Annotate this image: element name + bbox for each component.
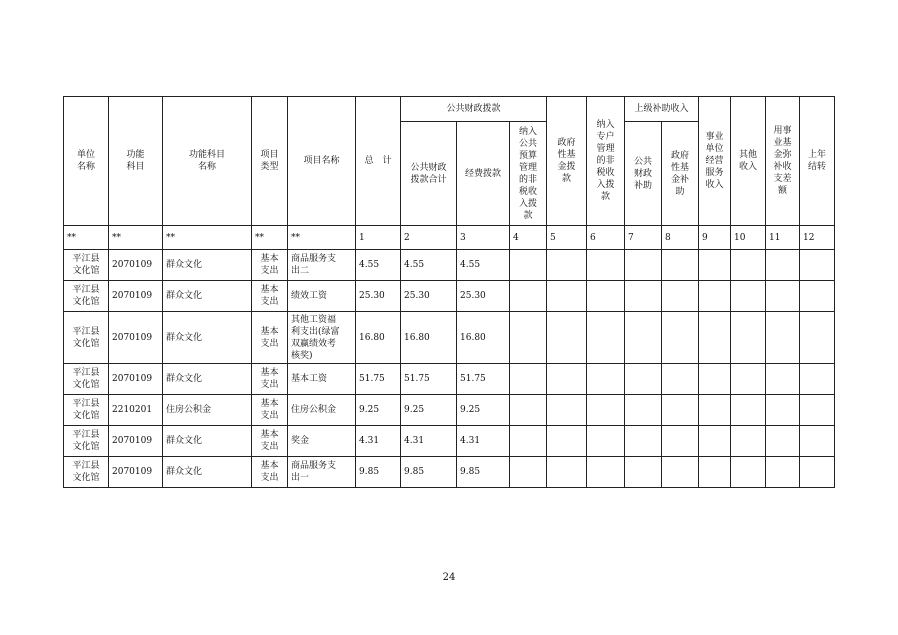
- index-cell: 10: [731, 226, 766, 250]
- cell-expense-appropriation: 25.30: [457, 281, 510, 312]
- cell-func-code: 2210201: [109, 395, 163, 426]
- empty-cell: [699, 250, 731, 281]
- header-func-code: 功能 科目: [109, 97, 163, 226]
- cell-expense-appropriation: 16.80: [457, 312, 510, 364]
- empty-cell: [510, 364, 547, 395]
- table-row: [64, 281, 835, 312]
- cell-project-type: 基本 支出: [252, 312, 288, 364]
- empty-cell: [699, 364, 731, 395]
- cell-total: 4.31: [356, 426, 401, 457]
- header-biz-income: 事业 单位 经营 服务 收入: [699, 97, 731, 226]
- empty-cell: [547, 250, 587, 281]
- header-project-type: 项目 类型: [252, 97, 288, 226]
- index-cell: **: [163, 226, 252, 250]
- header-public-fiscal-subsidy: 公共 财政 补助: [625, 122, 662, 226]
- header-other-income: 其他 收入: [731, 97, 766, 226]
- cell-total: 51.75: [356, 364, 401, 395]
- cell-project-type: 基本 支出: [252, 250, 288, 281]
- cell-project-name: 其他工资福 利支出(绿富 双赢绩效考 核奖): [288, 312, 356, 364]
- index-cell: **: [252, 226, 288, 250]
- empty-cell: [699, 395, 731, 426]
- empty-cell: [625, 395, 662, 426]
- cell-public-fiscal-total: 4.31: [401, 426, 457, 457]
- cell-func-name: 群众文化: [163, 364, 252, 395]
- cell-func-name: 群众文化: [163, 250, 252, 281]
- index-cell: 9: [699, 226, 731, 250]
- empty-cell: [510, 250, 547, 281]
- header-unit-name: 单位 名称: [64, 97, 109, 226]
- empty-cell: [510, 281, 547, 312]
- header-public-fiscal: 公共财政拨款: [401, 97, 547, 122]
- cell-project-name: 商品服务支 出一: [288, 457, 356, 488]
- empty-cell: [510, 395, 547, 426]
- cell-project-type: 基本 支出: [252, 364, 288, 395]
- cell-total: 4.55: [356, 250, 401, 281]
- empty-cell: [662, 395, 699, 426]
- empty-cell: [625, 312, 662, 364]
- empty-cell: [547, 457, 587, 488]
- empty-cell: [800, 312, 835, 364]
- empty-cell: [510, 457, 547, 488]
- page-number: 24: [442, 572, 456, 583]
- empty-cell: [731, 250, 766, 281]
- empty-cell: [587, 312, 625, 364]
- cell-func-code: 2070109: [109, 250, 163, 281]
- empty-cell: [731, 426, 766, 457]
- header-special-nontax: 纳入 专户 管理 的非 税收 入拨 款: [587, 97, 625, 226]
- index-cell: **: [288, 226, 356, 250]
- empty-cell: [731, 364, 766, 395]
- cell-total: 25.30: [356, 281, 401, 312]
- empty-cell: [662, 281, 699, 312]
- index-cell: **: [109, 226, 163, 250]
- cell-project-name: 住房公积金: [288, 395, 356, 426]
- empty-cell: [510, 312, 547, 364]
- empty-cell: [766, 395, 800, 426]
- empty-cell: [766, 364, 800, 395]
- index-cell: 8: [662, 226, 699, 250]
- header-project-name: 项目名称: [288, 97, 356, 226]
- index-cell: 2: [401, 226, 457, 250]
- table-row: [64, 457, 835, 488]
- cell-unit: 平江县 文化馆: [64, 395, 109, 426]
- header-func-name: 功能科目 名称: [163, 97, 252, 226]
- empty-cell: [800, 457, 835, 488]
- empty-cell: [662, 250, 699, 281]
- cell-func-name: 群众文化: [163, 457, 252, 488]
- index-cell: 6: [587, 226, 625, 250]
- empty-cell: [625, 281, 662, 312]
- cell-func-code: 2070109: [109, 364, 163, 395]
- empty-cell: [800, 281, 835, 312]
- cell-func-code: 2070109: [109, 457, 163, 488]
- header-public-fiscal-total: 公共财政 拨款合计: [401, 122, 457, 226]
- cell-unit: 平江县 文化馆: [64, 364, 109, 395]
- empty-cell: [587, 250, 625, 281]
- header-total: 总 计: [356, 97, 401, 226]
- cell-public-fiscal-total: 16.80: [401, 312, 457, 364]
- cell-total: 9.85: [356, 457, 401, 488]
- cell-public-fiscal-total: 4.55: [401, 250, 457, 281]
- cell-total: 16.80: [356, 312, 401, 364]
- empty-cell: [625, 364, 662, 395]
- cell-project-type: 基本 支出: [252, 457, 288, 488]
- index-cell: 11: [766, 226, 800, 250]
- empty-cell: [547, 364, 587, 395]
- cell-func-name: 住房公积金: [163, 395, 252, 426]
- cell-expense-appropriation: 9.25: [457, 395, 510, 426]
- cell-project-type: 基本 支出: [252, 395, 288, 426]
- cell-func-name: 群众文化: [163, 281, 252, 312]
- cell-project-name: 商品服务支 出二: [288, 250, 356, 281]
- cell-expense-appropriation: 9.85: [457, 457, 510, 488]
- empty-cell: [547, 395, 587, 426]
- cell-expense-appropriation: 51.75: [457, 364, 510, 395]
- cell-func-name: 群众文化: [163, 426, 252, 457]
- index-cell: 12: [800, 226, 835, 250]
- empty-cell: [699, 312, 731, 364]
- cell-func-code: 2070109: [109, 281, 163, 312]
- empty-cell: [662, 364, 699, 395]
- cell-public-fiscal-total: 9.85: [401, 457, 457, 488]
- empty-cell: [510, 426, 547, 457]
- empty-cell: [625, 426, 662, 457]
- empty-cell: [699, 281, 731, 312]
- empty-cell: [766, 312, 800, 364]
- empty-cell: [699, 426, 731, 457]
- header-superior-subsidy: 上级补助收入: [625, 97, 699, 122]
- header-gov-fund: 政府 性基 金拨 款: [547, 97, 587, 226]
- header-fund-supplement: 用事 业基 金弥 补收 支差 额: [766, 97, 800, 226]
- empty-cell: [766, 250, 800, 281]
- cell-project-name: 奖金: [288, 426, 356, 457]
- index-cell: 1: [356, 226, 401, 250]
- cell-func-name: 群众文化: [163, 312, 252, 364]
- cell-project-type: 基本 支出: [252, 281, 288, 312]
- empty-cell: [800, 364, 835, 395]
- cell-unit: 平江县 文化馆: [64, 426, 109, 457]
- empty-cell: [662, 426, 699, 457]
- cell-unit: 平江县 文化馆: [64, 281, 109, 312]
- header-gov-fund-subsidy: 政府 性基 金补 助: [662, 122, 699, 226]
- header-prev-carryover: 上年 结转: [800, 97, 835, 226]
- cell-public-fiscal-total: 25.30: [401, 281, 457, 312]
- empty-cell: [766, 426, 800, 457]
- index-cell: 4: [510, 226, 547, 250]
- empty-cell: [699, 457, 731, 488]
- empty-cell: [800, 395, 835, 426]
- cell-project-name: 基本工资: [288, 364, 356, 395]
- index-cell: **: [64, 226, 109, 250]
- empty-cell: [731, 395, 766, 426]
- table-row: [64, 250, 835, 281]
- empty-cell: [800, 426, 835, 457]
- empty-cell: [587, 457, 625, 488]
- index-cell: 5: [547, 226, 587, 250]
- cell-project-name: 绩效工资: [288, 281, 356, 312]
- index-cell: 3: [457, 226, 510, 250]
- cell-expense-appropriation: 4.55: [457, 250, 510, 281]
- header-budget-nontax: 纳入 公共 预算 管理 的非 税收 入拨 款: [510, 122, 547, 226]
- cell-func-code: 2070109: [109, 312, 163, 364]
- empty-cell: [662, 457, 699, 488]
- budget-table: [63, 96, 835, 488]
- cell-expense-appropriation: 4.31: [457, 426, 510, 457]
- empty-cell: [662, 312, 699, 364]
- cell-public-fiscal-total: 9.25: [401, 395, 457, 426]
- cell-total: 9.25: [356, 395, 401, 426]
- empty-cell: [547, 426, 587, 457]
- empty-cell: [587, 364, 625, 395]
- cell-unit: 平江县 文化馆: [64, 457, 109, 488]
- cell-unit: 平江县 文化馆: [64, 250, 109, 281]
- empty-cell: [731, 457, 766, 488]
- cell-project-type: 基本 支出: [252, 426, 288, 457]
- empty-cell: [587, 281, 625, 312]
- empty-cell: [766, 281, 800, 312]
- table-row: [64, 364, 835, 395]
- empty-cell: [800, 250, 835, 281]
- index-row: [64, 226, 835, 250]
- empty-cell: [547, 312, 587, 364]
- empty-cell: [587, 395, 625, 426]
- cell-public-fiscal-total: 51.75: [401, 364, 457, 395]
- table-row: [64, 395, 835, 426]
- cell-func-code: 2070109: [109, 426, 163, 457]
- empty-cell: [731, 281, 766, 312]
- empty-cell: [625, 457, 662, 488]
- empty-cell: [587, 426, 625, 457]
- index-cell: 7: [625, 226, 662, 250]
- empty-cell: [766, 457, 800, 488]
- table-row: [64, 426, 835, 457]
- empty-cell: [625, 250, 662, 281]
- header-expense-appropriation: 经费拨款: [457, 122, 510, 226]
- empty-cell: [731, 312, 766, 364]
- table-row: [64, 312, 835, 364]
- cell-unit: 平江县 文化馆: [64, 312, 109, 364]
- empty-cell: [547, 281, 587, 312]
